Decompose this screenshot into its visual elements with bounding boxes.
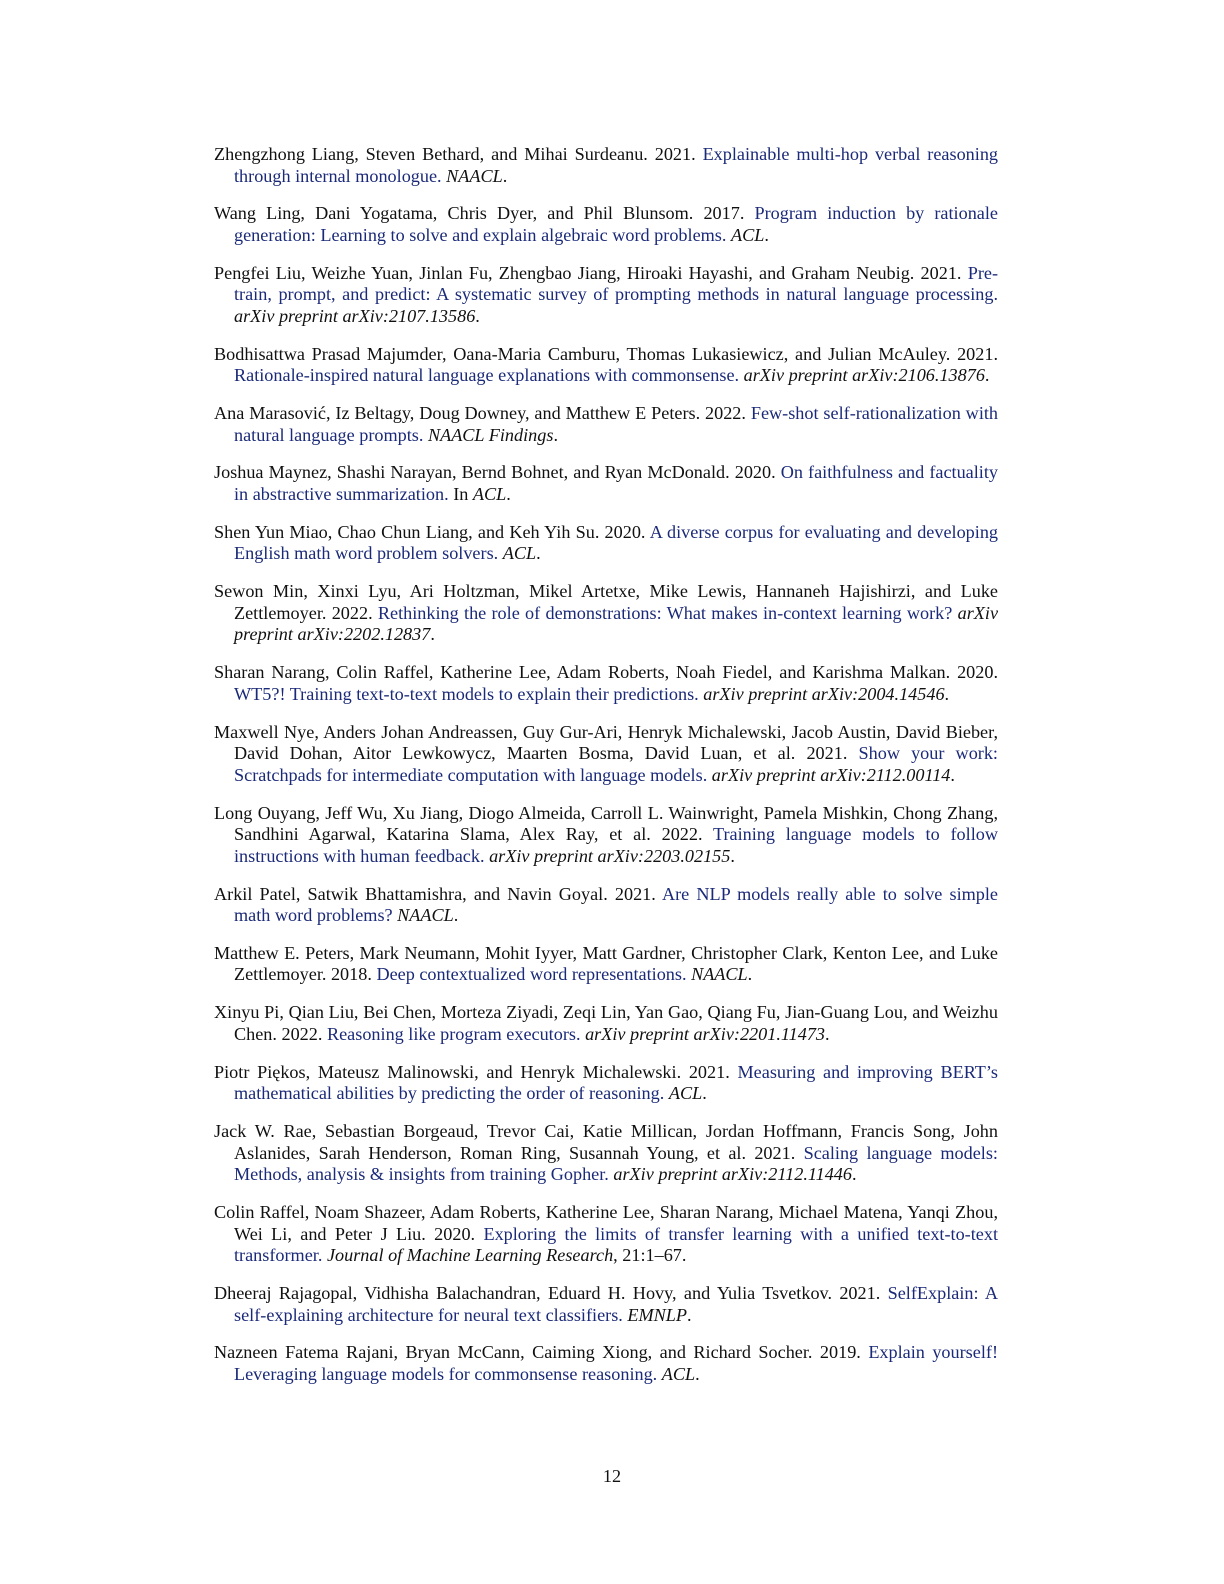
reference-authors: Sewon Min, Xinxi Lyu, Ari Holtzman, Mikel Artetxe, Mike Lewis, Hannaneh Hajishirzi, and Luke Zettlemoyer. 2022. — [214, 581, 998, 623]
reference-entry — [214, 1121, 998, 1186]
reference-authors: Sharan Narang, Colin Raffel, Katherine Lee, Adam Roberts, Noah Fiedel, and Karishma Malkan. 2020. — [214, 662, 998, 683]
reference-authors: Arkil Patel, Satwik Bhattamishra, and Navin Goyal. 2021. — [214, 883, 656, 904]
reference-suffix: . — [453, 905, 459, 926]
reference-venue: arXiv preprint arXiv:2004.14546 — [703, 683, 945, 704]
reference-entry — [214, 1062, 998, 1105]
reference-entry — [214, 662, 998, 705]
reference-venue: arXiv preprint arXiv:2106.13876 — [743, 365, 985, 386]
reference-authors: Piotr Piękos, Mateusz Malinowski, and Henryk Michalewski. 2021. — [214, 1061, 730, 1082]
reference-venue: ACL — [502, 543, 537, 564]
reference-venue: ACL — [661, 1363, 696, 1384]
reference-venue: arXiv preprint arXiv:2202.12837 — [234, 602, 999, 645]
reference-entry — [214, 522, 998, 565]
reference-entry — [214, 581, 998, 646]
reference-title-link[interactable]: Exploring the limits of transfer learning with a unified text-to-text transformer. — [234, 1223, 999, 1266]
reference-venue: arXiv preprint arXiv:2112.00114 — [711, 764, 951, 785]
reference-title-link[interactable]: Rethinking the role of demonstrations: What makes in-context learning work? — [377, 602, 953, 623]
reference-entry — [214, 1342, 998, 1385]
reference-suffix: . — [851, 1164, 857, 1185]
reference-authors: Jack W. Rae, Sebastian Borgeaud, Trevor Cai, Katie Millican, Jordan Hoffmann, Francis Song, John Aslanides, Sarah Henderson, Roman Ring, Susannah Young, et al. 2021. — [214, 1121, 998, 1163]
reference-suffix: . — [695, 1363, 700, 1384]
reference-title-link[interactable]: On faithfulness and factuality in abstractive summarization. — [234, 462, 998, 505]
reference-title-link[interactable]: Measuring and improving BERT’s mathematical abilities by predicting the order of reasoning. — [234, 1061, 999, 1104]
reference-title-link[interactable]: A diverse corpus for evaluating and developing English math word problem solvers. — [234, 521, 999, 564]
reference-list — [214, 144, 998, 1402]
reference-title-link[interactable]: Show your work: Scratchpads for intermediate computation with language models. — [234, 743, 998, 785]
reference-title-link[interactable]: WT5?! Training text-to-text models to explain their predictions. — [234, 683, 699, 704]
reference-venue: NAACL — [446, 165, 503, 186]
reference-authors: Matthew E. Peters, Mark Neumann, Mohit Iyyer, Matt Gardner, Christopher Clark, Kenton Lee, and Luke Zettlemoyer. 2018. — [214, 942, 998, 985]
reference-authors: Dheeraj Rajagopal, Vidhisha Balachandran, Eduard H. Hovy, and Yulia Tsvetkov. 2021. — [214, 1282, 881, 1303]
reference-entry — [214, 144, 998, 187]
page-number: 12 — [602, 1466, 622, 1486]
reference-authors: Nazneen Fatema Rajani, Bryan McCann, Caiming Xiong, and Richard Socher. 2019. — [214, 1342, 861, 1363]
reference-authors: Colin Raffel, Noam Shazeer, Adam Roberts, Katherine Lee, Sharan Narang, Michael Matena, Yanqi Zhou, Wei Li, and Peter J Liu. 2020. — [214, 1201, 998, 1244]
reference-entry — [214, 344, 998, 387]
reference-venue: NAACL Findings — [427, 424, 554, 445]
reference-authors: Long Ouyang, Jeff Wu, Xu Jiang, Diogo Almeida, Carroll L. Wainwright, Pamela Mishkin, Chong Zhang, Sandhini Agarwal, Katarina Slama, Alex Ray, et al. 2022. — [214, 802, 998, 845]
reference-venue: ACL — [730, 224, 765, 245]
reference-entry — [214, 1002, 998, 1045]
reference-venue: Journal of Machine Learning Research — [326, 1245, 614, 1266]
reference-authors: Ana Marasović, Iz Beltagy, Doug Downey, and Matthew E Peters. 2022. — [214, 403, 746, 424]
reference-venue: arXiv preprint arXiv:2203.02155 — [489, 845, 731, 866]
reference-venue-prefix: In — [453, 484, 473, 505]
reference-venue: arXiv preprint arXiv:2107.13586 — [234, 305, 476, 326]
reference-title-link[interactable]: Few-shot self-rationalization with natural language prompts. — [234, 403, 999, 445]
reference-title-link[interactable]: Explainable multi-hop verbal reasoning through internal monologue. — [234, 144, 999, 186]
reference-title-link[interactable]: Explain yourself! Leveraging language models for commonsense reasoning. — [234, 1342, 998, 1384]
reference-suffix: . — [430, 624, 435, 645]
reference-suffix: . — [944, 683, 950, 704]
reference-authors: Zhengzhong Liang, Steven Bethard, and Mihai Surdeanu. 2021. — [214, 144, 696, 164]
reference-venue: NAACL — [397, 905, 454, 926]
reference-venue: arXiv preprint arXiv:2201.11473 — [585, 1023, 826, 1044]
reference-authors: Xinyu Pi, Qian Liu, Bei Chen, Morteza Ziyadi, Zeqi Lin, Yan Gao, Qiang Fu, Jian-Guang Lou, and Weizhu Chen. 2022. — [214, 1002, 998, 1044]
reference-suffix: . — [730, 845, 735, 866]
reference-entry — [214, 803, 998, 868]
reference-suffix: . — [502, 165, 508, 186]
reference-authors: Maxwell Nye, Anders Johan Andreassen, Guy Gur-Ari, Henryk Michalewski, Jacob Austin, David Bieber, David Dohan, Aitor Lewkowycz, Maarten Bosma, David Luan, et al. 2021. — [214, 721, 998, 764]
reference-venue: EMNLP — [627, 1304, 688, 1325]
reference-title-link[interactable]: Scaling language models: Methods, analysis & insights from training Gopher. — [234, 1142, 998, 1185]
reference-entry — [214, 462, 998, 505]
reference-entry — [214, 403, 998, 446]
reference-venue: arXiv preprint arXiv:2112.11446 — [613, 1164, 852, 1185]
reference-suffix: . — [475, 305, 480, 326]
reference-title-link[interactable]: Rationale-inspired natural language explanations with commonsense. — [234, 365, 740, 386]
reference-title-link[interactable]: Are NLP models really able to solve simple math word problems? — [234, 883, 998, 926]
reference-authors: Bodhisattwa Prasad Majumder, Oana-Maria Camburu, Thomas Lukasiewicz, and Julian McAuley. 2021. — [214, 343, 998, 364]
reference-entry — [214, 884, 998, 927]
reference-suffix: . — [702, 1083, 707, 1104]
reference-suffix: . — [825, 1023, 830, 1044]
reference-authors: Joshua Maynez, Shashi Narayan, Bernd Bohnet, and Ryan McDonald. 2020. — [214, 462, 776, 483]
reference-title-link[interactable]: Pre-train, prompt, and predict: A systematic survey of prompting methods in natural language processing. — [234, 262, 999, 305]
reference-entry — [214, 722, 998, 787]
reference-authors: Shen Yun Miao, Chao Chun Liang, and Keh Yih Su. 2020. — [214, 521, 646, 542]
reference-entry — [214, 263, 998, 328]
reference-authors: Pengfei Liu, Weizhe Yuan, Jinlan Fu, Zhengbao Jiang, Hiroaki Hayashi, and Graham Neubig. 2021. — [214, 262, 962, 283]
reference-entry — [214, 1202, 998, 1267]
reference-suffix: , 21:1–67. — [613, 1245, 687, 1266]
reference-title-link[interactable]: Program induction by rationale generation: Learning to solve and explain algebraic word problems. — [234, 203, 998, 245]
reference-suffix: . — [747, 964, 753, 985]
reference-title-link[interactable]: Deep contextualized word representations. — [376, 964, 687, 985]
reference-suffix: . — [950, 764, 955, 785]
reference-suffix: . — [764, 224, 769, 245]
reference-suffix: . — [687, 1304, 692, 1325]
reference-entry — [214, 203, 998, 246]
reference-title-link[interactable]: Reasoning like program executors. — [326, 1023, 581, 1044]
reference-title-link[interactable]: SelfExplain: A self-explaining architecture for neural text classifiers. — [234, 1282, 998, 1325]
reference-suffix: . — [506, 484, 511, 505]
reference-venue: ACL — [472, 484, 507, 505]
reference-venue: NAACL — [691, 964, 748, 985]
reference-entry — [214, 1283, 998, 1326]
reference-suffix: . — [984, 365, 990, 386]
reference-suffix: . — [536, 543, 541, 564]
reference-entry — [214, 943, 998, 986]
reference-suffix: . — [553, 424, 558, 445]
reference-venue: ACL — [668, 1083, 703, 1104]
reference-title-link[interactable]: Training language models to follow instructions with human feedback. — [234, 824, 998, 866]
reference-authors: Wang Ling, Dani Yogatama, Chris Dyer, and Phil Blunsom. 2017. — [214, 203, 745, 224]
